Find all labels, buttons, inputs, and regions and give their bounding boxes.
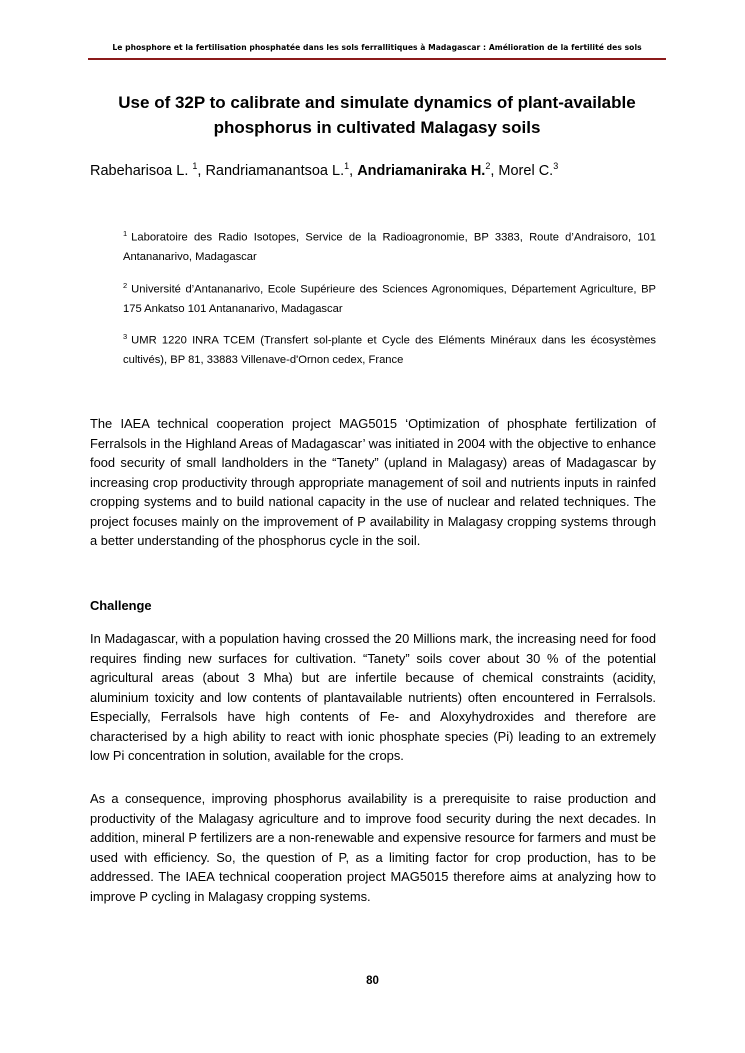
paper-title: Use of 32P to calibrate and simulate dynamics of plant-available phosphorus in cultivated Malagasy soils (118, 93, 636, 137)
author-1: Rabeharisoa L. $^1$, (90, 161, 206, 179)
challenge-paragraph-1: In Madagascar, with a population having crossed the 20 Millions mark, the increasing need for food requires finding new surfaces for cultivation. “Tanety” soils cover about 30 % of the potential agricultural areas (about 3 Mha) but are infertile because of chemical constraints (acidity, aluminium toxicity and low contents of plantavailable nutrients) often encountered in Ferralsols. Especially, Ferralsols have high contents of Fe- and Aloxyhydroxides and therefore are characterised by a high ability to react with ionic phosphate species (Pi) leading to an extremely low Pi concentration in solution, available for the crops. (90, 631, 656, 764)
challenge-paragraph-2: As a consequence, improving phosphorus availability is a prerequisite to raise production and productivity of the Malagasy agriculture and to improve food security during the next decades. In addition, mineral P fertilizers are a non-renewable and expensive resource for farmers and must be used with efficiency. So, the question of P, as a limiting factor for crop production, has to be addressed. The IAEA technical cooperation project MAG5015 therefore aims at analyzing how to improve P cycling in Malagasy cropping systems. (90, 791, 656, 904)
header-rule (88, 58, 666, 60)
affiliation-2: $^2$ Université d’Antananarivo, Ecole Supérieure des Sciences Agronomiques, Département Agriculture, BP 175 Ankatso 101 Antananarivo, Madagascar (123, 281, 656, 316)
page-number: 80 (366, 975, 379, 987)
author-list (90, 156, 668, 181)
affiliation-1: $^1$ Laboratoire des Radio Isotopes, Service de la Radioagronomie, BP 3383, Route d’Andraisoro, 101 Antananarivo, Madagascar (123, 229, 656, 264)
challenge-heading: Challenge (90, 598, 152, 613)
intro-paragraph: The IAEA technical cooperation project MAG5015 ‘Optimization of phosphate fertilization of Ferralsols in the Highland Areas of Madagascar’ was initiated in 2004 with the objective to enhance food security of small landholders in the “Tanety” (upland in Malagasy) areas of Madagascar by increasing crop productivity through appropriate management of soil and nutrients inputs in rainfed cropping systems and to build national capacity in the use of nuclear and related techniques. The project focuses mainly on the improvement of P availability in Malagasy cropping systems through a better understanding of the phosphorus cycle in the soil. (90, 416, 656, 549)
running-header: Le phosphore et la fertilisation phosphatée dans les sols ferrallitiques à Madagascar : Amélioration de la fertilité des sols (112, 43, 642, 52)
author-2: Randriamanantsoa L.$^1$, (205, 161, 358, 179)
author-4: Morel C.$^3$ (498, 161, 559, 179)
author-3: Andriamaniraka H.$^2$, (357, 161, 499, 179)
affiliation-3: $^3$ UMR 1220 INRA TCEM (Transfert sol-plante et Cycle des Eléments Minéraux dans les écosystèmes cultivés), BP 81, 33883 Villenave-d'Ornon cedex, France (123, 332, 656, 367)
